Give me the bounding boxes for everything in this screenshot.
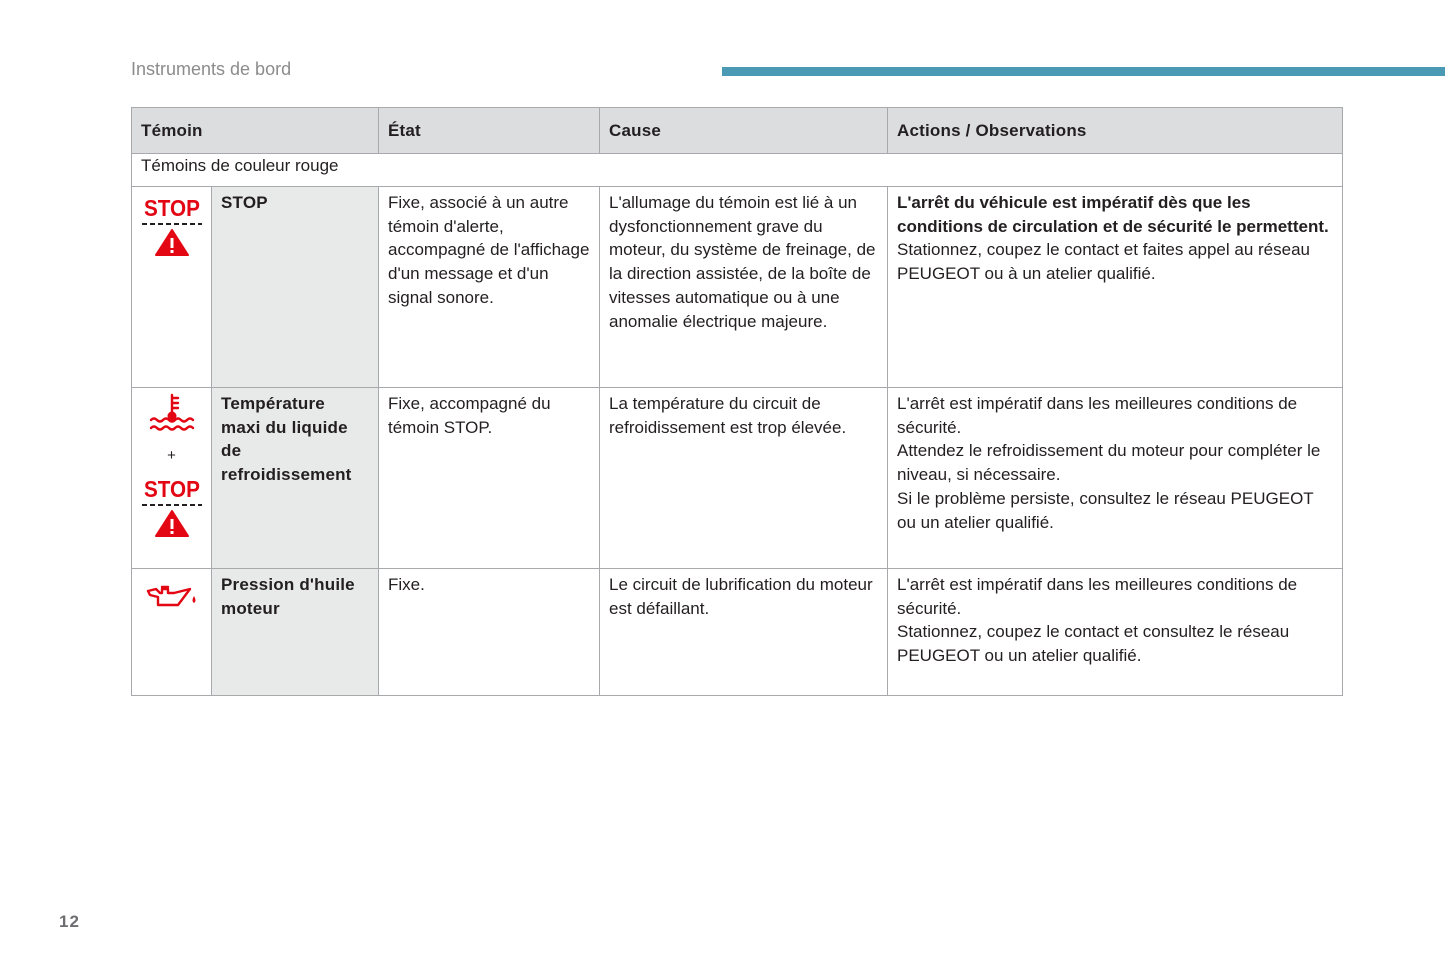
action-text: Si le problème persiste, consultez le réseau PEUGEOT ou un atelier qualifié. <box>897 488 1314 532</box>
cause-text: La température du circuit de refroidissement est trop élevée. <box>600 388 888 569</box>
state-text: Fixe, accompagné du témoin STOP. <box>379 388 600 569</box>
cause-text: L'allumage du témoin est lié à un dysfonctionnement grave du moteur, du système de freinage, de la direction assistée, de la boîte de vitesses automatique ou à une anomalie électrique majeure. <box>600 187 888 388</box>
group-label: Témoins de couleur rouge <box>132 154 1343 187</box>
warning-name: STOP <box>212 187 379 388</box>
action-text: Stationnez, coupez le contact et faites appel au réseau PEUGEOT ou à un atelier qualifié. <box>897 240 1310 284</box>
action-text: Stationnez, coupez le contact et consultez le réseau PEUGEOT ou un atelier qualifié. <box>897 622 1290 666</box>
icon-cell <box>132 569 212 696</box>
action-text: L'arrêt est impératif dans les meilleures conditions de sécurité. <box>897 575 1298 618</box>
page-number: 12 <box>59 912 80 931</box>
action-text: L'arrêt est impératif dans les meilleures conditions de sécurité. <box>897 394 1298 437</box>
warning-lights-table <box>131 107 1343 696</box>
actions-cell <box>888 388 1343 569</box>
state-text: Fixe, associé à un autre témoin d'alerte, accompagné de l'affichage d'un message et d'un signal sonore. <box>379 187 600 388</box>
warning-name: Température maxi du liquide de refroidissement <box>212 388 379 569</box>
column-header-temoin: Témoin <box>132 108 379 154</box>
section-title: Instruments de bord <box>131 59 292 79</box>
state-text: Fixe. <box>379 569 600 696</box>
oil-pressure-icon <box>144 581 200 615</box>
table-row <box>132 187 1343 388</box>
column-header-etat: État <box>379 108 600 154</box>
icon-cell <box>132 187 212 388</box>
svg-text:STOP: STOP <box>143 194 200 222</box>
header-accent-bar <box>722 67 1445 76</box>
column-header-actions: Actions / Observations <box>888 108 1343 154</box>
stop-warning-icon <box>140 472 204 544</box>
column-header-cause: Cause <box>600 108 888 154</box>
table-header-row <box>132 108 1343 154</box>
svg-text:STOP: STOP <box>143 475 200 502</box>
warning-name: Pression d'huile moteur <box>212 569 379 696</box>
icon-cell <box>132 388 212 569</box>
coolant-temperature-icon <box>147 392 197 436</box>
actions-cell <box>888 187 1343 388</box>
stop-warning-icon <box>140 191 204 263</box>
cause-text: Le circuit de lubrification du moteur est défaillant. <box>600 569 888 696</box>
group-row <box>132 154 1343 187</box>
action-text: Attendez le refroidissement du moteur pour compléter le niveau, si nécessaire. <box>897 441 1321 485</box>
table-row <box>132 388 1343 569</box>
action-emphasis: L'arrêt du véhicule est impératif dès que les conditions de circulation et de sécurité le permettent. <box>897 193 1329 236</box>
icon-joiner-plus: + <box>167 447 176 464</box>
actions-cell <box>888 569 1343 696</box>
table-row <box>132 569 1343 696</box>
